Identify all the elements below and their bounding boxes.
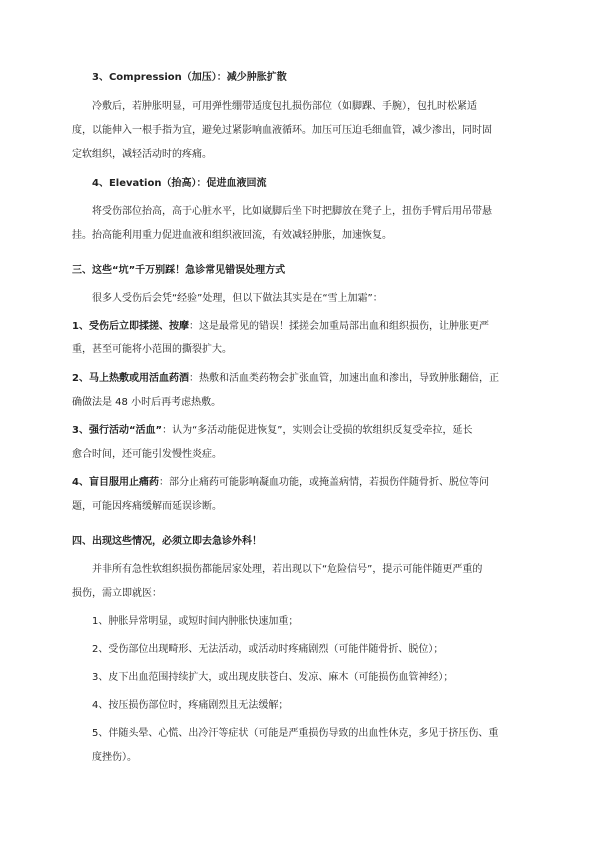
mistake-item-4-line2: 题，可能因疼痛缓解而延误诊断。 bbox=[72, 501, 222, 512]
mistake-item-1-title: 1、受伤后立即揉搓、按摩 bbox=[72, 321, 189, 332]
section-heading-emergency: 四、出现这些情况，必须立即去急诊外科！ bbox=[72, 536, 262, 547]
paragraph-elevation-line1: 将受伤部位抬高，高于心脏水平，比如崴脚后坐下时把脚放在凳子上，扭伤手臂后用吊带悬 bbox=[92, 206, 492, 217]
mistake-item-2-line1 bbox=[0, 372, 595, 386]
mistake-item-3-text: ：认为“多活动能促进恢复”，实则会让受损的软组织反复受牵拉，延长 bbox=[162, 425, 473, 436]
danger-sign-2: 2、受伤部位出现畸形、无法活动，或活动时疼痛剧烈（可能伴随骨折、脱位）； bbox=[92, 644, 444, 655]
danger-sign-1: 1、肿胀异常明显，或短时间内肿胀快速加重； bbox=[92, 616, 299, 627]
mistake-item-2-line2: 确做法是 48 小时后再考虑热敷。 bbox=[72, 397, 222, 408]
mistake-item-4-text: ：部分止痛药可能影响凝血功能，或掩盖病情，若损伤伴随骨折、脱位等问 bbox=[158, 477, 489, 488]
section-heading-mistakes: 三、这些“坑”千万别踩！急诊常见错误处理方式 bbox=[72, 265, 286, 276]
mistake-item-3-title: 3、强行活动“活血” bbox=[72, 425, 163, 436]
mistake-item-3-line1 bbox=[0, 424, 595, 438]
danger-sign-5-line1: 5、伴随头晕、心慌、出冷汗等症状（可能是严重损伤导致的出血性休克，多见于挤压伤、重 bbox=[92, 728, 499, 739]
section-heading-compression: 3、Compression（加压）：减少肿胀扩散 bbox=[92, 72, 287, 83]
mistake-item-1-line2: 重，甚至可能将小范围的撕裂扩大。 bbox=[72, 344, 232, 355]
mistake-item-4-title: 4、盲目服用止痛药 bbox=[72, 477, 159, 488]
mistake-item-1-line1 bbox=[0, 320, 595, 334]
mistake-item-2-text: ：热敷和活血类药物会扩张血管，加速出血和渗出，导致肿胀翻倍，正 bbox=[188, 373, 499, 384]
danger-sign-4: 4、按压损伤部位时，疼痛剧烈且无法缓解； bbox=[92, 700, 289, 711]
paragraph-compression-line3: 定软组织，减轻活动时的疼痛。 bbox=[72, 149, 212, 160]
mistake-item-4-line1 bbox=[0, 476, 595, 490]
paragraph-elevation-line2: 挂。抬高能利用重力促进血液和组织液回流，有效减轻肿胀，加速恢复。 bbox=[72, 230, 392, 241]
mistake-item-3-line2: 愈合时间，还可能引发慢性炎症。 bbox=[72, 449, 222, 460]
paragraph-compression-line1: 冷敷后，若肿胀明显，可用弹性绷带适度包扎损伤部位（如脚踝、手腕），包扎时松紧适 bbox=[92, 101, 477, 112]
mistake-item-2-title: 2、马上热敷或用活血药酒 bbox=[72, 373, 189, 384]
mistake-item-1-text: ：这是最常见的错误！揉搓会加重局部出血和组织损伤，让肿胀更严 bbox=[188, 321, 489, 332]
section-heading-elevation: 4、Elevation（抬高）：促进血液回流 bbox=[92, 178, 267, 189]
paragraph-emergency-line2: 损伤，需立即就医： bbox=[72, 588, 162, 599]
danger-sign-5-line2: 度挫伤）。 bbox=[92, 752, 137, 763]
danger-sign-3: 3、皮下出血范围持续扩大，或出现皮肤苍白、发凉、麻木（可能损伤血管神经）； bbox=[92, 672, 454, 683]
paragraph-emergency-line1: 并非所有急性软组织损伤都能居家处理，若出现以下“危险信号”，提示可能伴随更严重的 bbox=[92, 564, 483, 575]
paragraph-compression-line2: 度，以能伸入一根手指为宜，避免过紧影响血液循环。加压可压迫毛细血管，减少渗出，同时固 bbox=[72, 125, 492, 136]
paragraph-mistakes-intro: 很多人受伤后会凭“经验”处理，但以下做法其实是在“雪上加霜”： bbox=[92, 293, 383, 304]
